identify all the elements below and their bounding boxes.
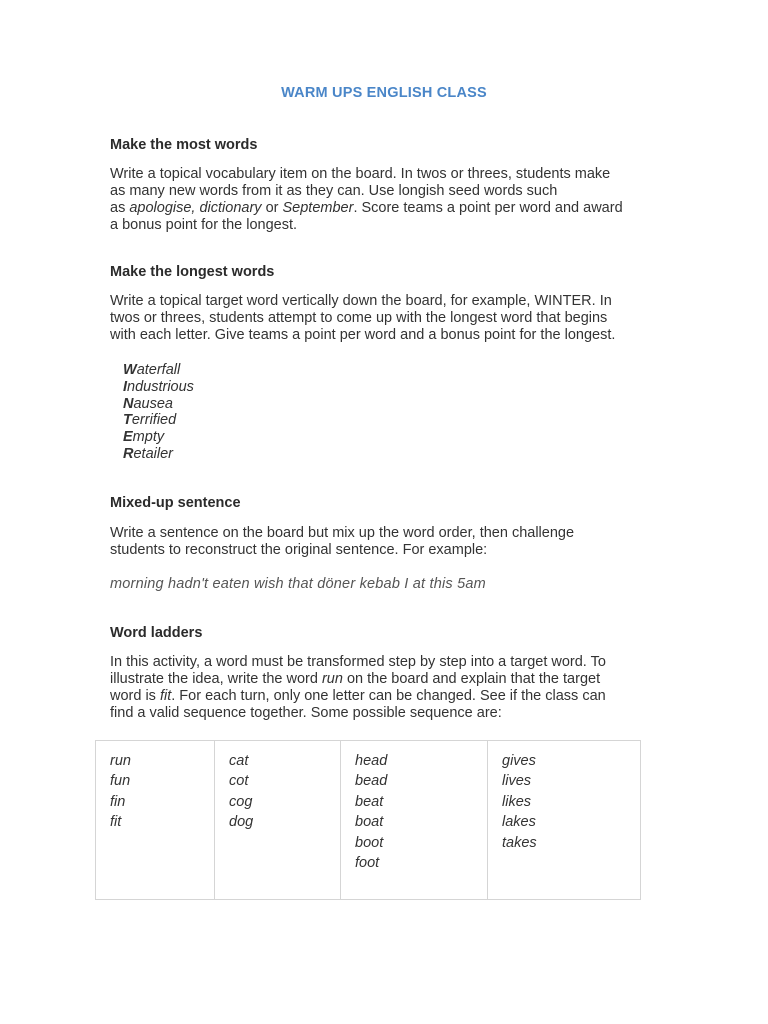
ladder-column bbox=[341, 741, 488, 900]
paragraph-make-most-words bbox=[110, 166, 670, 234]
text-line: In this activity, a word must be transformed step by step into a target word. To bbox=[110, 654, 606, 670]
acrostic-letter: E bbox=[123, 429, 133, 446]
ladder-word: head bbox=[355, 753, 388, 769]
text-run: as bbox=[110, 200, 130, 216]
text-run: or bbox=[261, 200, 283, 216]
paragraph-make-longest-words bbox=[110, 293, 670, 344]
acrostic-item bbox=[123, 379, 194, 396]
ladder-word: run bbox=[110, 753, 131, 769]
acrostic-letter: R bbox=[123, 445, 134, 462]
ladder-word: cot bbox=[229, 773, 249, 790]
ladder-word: cog bbox=[229, 793, 253, 810]
acrostic-item bbox=[123, 396, 194, 413]
ladder-column bbox=[215, 741, 341, 900]
text-line: as many new words from it as they can. Use longish seed words such bbox=[110, 183, 558, 199]
text-line: a bonus point for the longest. bbox=[110, 217, 298, 233]
text-line: Write a topical vocabulary item on the board. In twos or threes, students make bbox=[110, 166, 611, 182]
acrostic-rest: mpty bbox=[132, 429, 165, 446]
text-line bbox=[110, 200, 670, 217]
text-run: . For each turn, only one letter can be changed. See if the class can bbox=[171, 688, 606, 704]
paragraph-mixed-up-sentence bbox=[110, 525, 670, 559]
ladder-word: boat bbox=[355, 814, 384, 831]
acrostic-item bbox=[123, 362, 194, 379]
text-line bbox=[110, 688, 670, 705]
ladder-word: gives bbox=[502, 753, 536, 769]
acrostic-rest: errified bbox=[131, 412, 177, 429]
mixed-sentence-example: morning hadn't eaten wish that döner kebab I at this 5am bbox=[110, 576, 486, 592]
ladder-word: fit bbox=[110, 814, 122, 831]
heading-make-longest-words: Make the longest words bbox=[110, 264, 275, 280]
ladder-word: fun bbox=[110, 773, 131, 790]
ladder-word: cat bbox=[229, 753, 249, 769]
heading-word-ladders: Word ladders bbox=[110, 625, 203, 641]
acrostic-rest: aterfall bbox=[136, 362, 181, 378]
page-title: WARM UPS ENGLISH CLASS bbox=[281, 85, 487, 101]
text-line: students to reconstruct the original sentence. For example: bbox=[110, 542, 488, 558]
ladder-column bbox=[488, 741, 641, 900]
table-row bbox=[96, 741, 641, 900]
acrostic-list bbox=[123, 362, 194, 463]
ladder-word: takes bbox=[502, 834, 537, 851]
text-line: find a valid sequence together. Some possible sequence are: bbox=[110, 705, 502, 721]
text-line: with each letter. Give teams a point per word and a bonus point for the longest. bbox=[110, 327, 616, 343]
acrostic-item bbox=[123, 429, 194, 446]
ladder-word: lakes bbox=[502, 814, 536, 831]
italic-text: fit bbox=[159, 688, 172, 704]
text-run: . Score teams a point per word and award bbox=[353, 200, 623, 216]
ladder-word: bead bbox=[355, 773, 388, 790]
acrostic-rest: ausea bbox=[133, 395, 173, 412]
italic-text: September bbox=[282, 200, 354, 216]
text-run: illustrate the idea, write the word bbox=[110, 671, 322, 687]
acrostic-rest: etailer bbox=[133, 445, 173, 462]
ladder-word: foot bbox=[355, 855, 380, 872]
acrostic-letter: I bbox=[123, 378, 128, 395]
italic-text: apologise, dictionary bbox=[129, 200, 262, 216]
ladder-word: beat bbox=[355, 793, 384, 810]
text-line: twos or threes, students attempt to come up with the longest word that begins bbox=[110, 310, 608, 326]
ladder-word: boot bbox=[355, 834, 384, 851]
heading-mixed-up-sentence: Mixed-up sentence bbox=[110, 495, 241, 511]
ladder-word: lives bbox=[502, 773, 532, 790]
word-ladder-table bbox=[95, 740, 641, 900]
acrostic-rest: ndustrious bbox=[127, 378, 194, 395]
acrostic-item bbox=[123, 412, 194, 429]
acrostic-letter: T bbox=[123, 412, 132, 429]
text-run: word is bbox=[110, 688, 160, 704]
acrostic-item bbox=[123, 446, 194, 463]
ladder-column bbox=[96, 741, 215, 900]
acrostic-letter: W bbox=[123, 362, 137, 378]
paragraph-word-ladders bbox=[110, 654, 670, 722]
text-line: Write a sentence on the board but mix up the word order, then challenge bbox=[110, 525, 575, 541]
text-line bbox=[110, 671, 670, 688]
text-line: Write a topical target word vertically down the board, for example, WINTER. In bbox=[110, 293, 612, 309]
text-run: on the board and explain that the target bbox=[342, 671, 601, 687]
acrostic-letter: N bbox=[123, 395, 134, 412]
ladder-word: likes bbox=[502, 793, 532, 810]
ladder-word: fin bbox=[110, 793, 126, 810]
ladder-word: dog bbox=[229, 814, 254, 831]
heading-make-most-words: Make the most words bbox=[110, 137, 258, 153]
italic-text: run bbox=[321, 671, 343, 687]
